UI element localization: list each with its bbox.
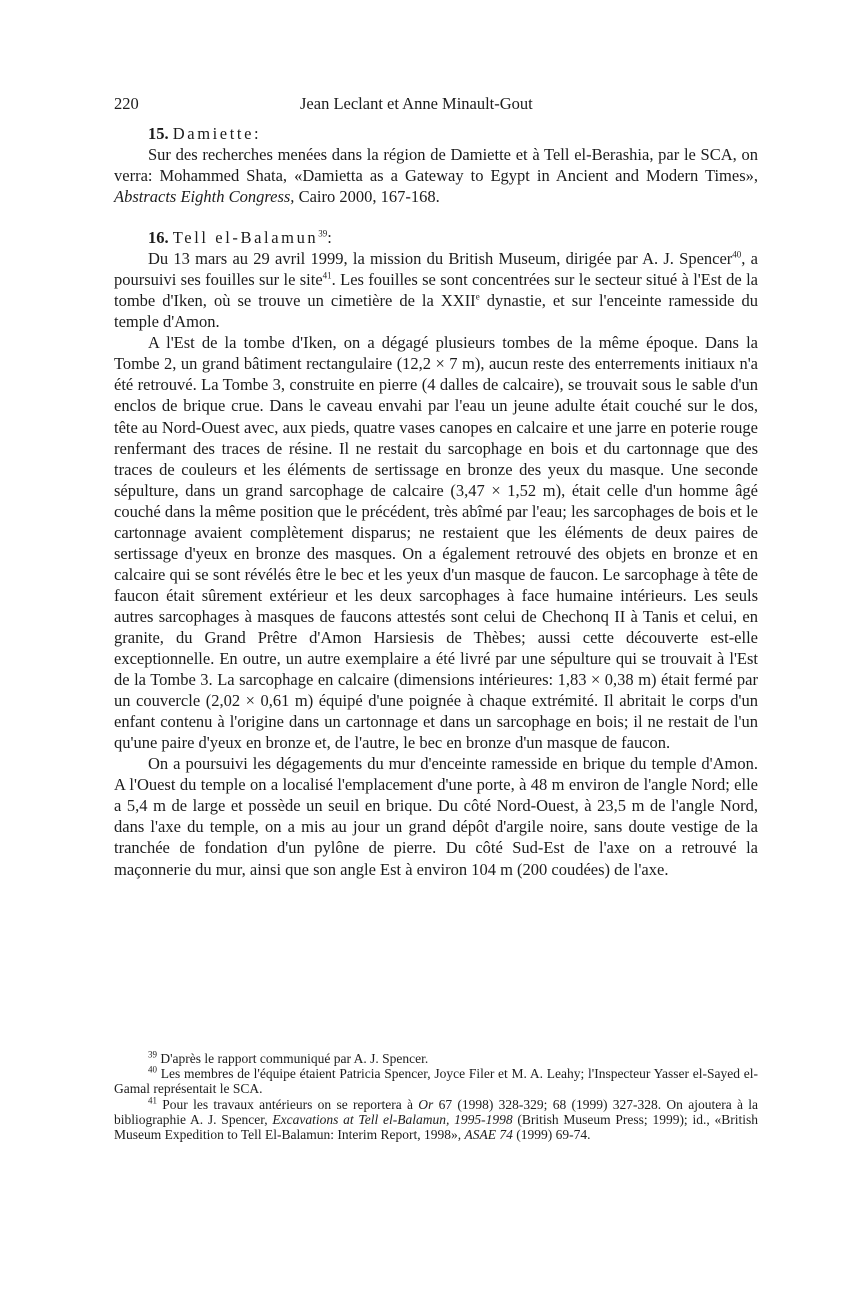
text-run: , a poursuivi ses fouilles sur le site (114, 249, 758, 290)
footnote-ref: 40 (732, 249, 742, 260)
italic-text: Or (418, 1096, 434, 1112)
footnote-text: 67 (1998) 328-329; 68 (1999) 327-328. On ajoutera à la bibliographie A. J. Spencer, (114, 1096, 759, 1127)
italic-text: Excavations at Tell el-Balamun, 1995-1998 (272, 1111, 513, 1127)
paragraph (114, 248, 758, 332)
text-run: Cairo 2000, 167-168. (294, 187, 440, 207)
footnote-text: D'après le rapport communiqué par A. J. Spencer. (157, 1051, 429, 1066)
footnote-40 (114, 1066, 758, 1096)
section-heading-damiette (114, 124, 758, 144)
section-title: Damiette: (172, 124, 262, 143)
footnote-number: 40 (148, 1064, 157, 1075)
superscript: e (475, 291, 480, 302)
italic-text: ASAE 74 (464, 1127, 513, 1143)
footnote-number: 39 (148, 1049, 157, 1060)
section-damiette (114, 124, 758, 207)
italic-text: Abstracts Eighth Congress, (114, 187, 295, 207)
text-run: . Les fouilles se sont concentrées sur le secteur situé à l'Est de la tombe d'Iken, où se trouve un cimetière de la XXII (114, 270, 758, 311)
page-number: 220 (114, 94, 139, 113)
footnote-ref: 39 (318, 228, 328, 239)
footnote-text: (1999) 69-74. (512, 1127, 591, 1143)
page-body (114, 86, 758, 880)
section-number: 16. (148, 228, 169, 248)
footnotes (114, 1051, 758, 1142)
paragraph: On a poursuivi les dégagements du mur d'enceinte ramesside en brique du temple d'Amon. A l'Ouest du temple on a localisé l'emplacement d'une porte, à 48 m environ de l'angle Nord; elle a 5,4 m de large et possède un seuil en brique. Du côté Nord-Ouest, à 23,5 m de l'angle Nord, dans l'axe du temple, on a mis au jour un grand dépôt d'argile noire, sans doute vestige de la tranchée de fondation d'un pylône de pierre. Du côté Sud-Est de l'axe on a retrouvé la maçonnerie du mur, ainsi que son angle Est à environ 104 m (200 coudées) de l'axe. (114, 754, 758, 879)
text-run: dynastie, et sur l'enceinte ramesside du temple d'Amon. (114, 291, 758, 332)
text-run: Du 13 mars au 29 avril 1999, la mission du British Museum, dirigée par A. J. Spencer (148, 249, 733, 269)
footnote-39 (114, 1051, 758, 1066)
section-title: Tell el-Balamun (172, 228, 319, 248)
footnote-text: Les membres de l'équipe étaient Patricia Spencer, Joyce Filer et M. A. Leahy; l'Inspecteur Yasser el-Sayed el-Gamal représentait le SCA. (114, 1066, 758, 1097)
footnote-text: Pour les travaux antérieurs on se reportera à (157, 1096, 419, 1112)
footnote-text: (British Museum Press; 1999); id., «British Museum Expedition to Tell El-Balamun: Interim Report, 1998», (114, 1111, 758, 1143)
footnote-41 (114, 1097, 758, 1143)
footnote-number: 41 (148, 1095, 157, 1106)
section-heading-balamun (114, 228, 758, 248)
colon: : (327, 228, 332, 248)
footnote-ref: 41 (322, 270, 332, 281)
paragraph (114, 144, 758, 207)
page-header (114, 86, 758, 116)
section-number: 15. (148, 124, 169, 143)
text-run: Sur des recherches menées dans la région de Damiette et à Tell el-Berashia, par le SCA, on verra: Mohammed Shata, «Damietta as a Gateway to Egypt in Ancient and Modern Times», (114, 145, 758, 186)
section-tell-el-balamun (114, 228, 758, 879)
running-title: Jean Leclant et Anne Minault-Gout (300, 94, 533, 113)
paragraph: A l'Est de la tombe d'Iken, on a dégagé plusieurs tombes de la même époque. Dans la Tombe 2, un grand bâtiment rectangulaire (12,2 × 7 m), aucun reste des enterrements initiaux n'a été retrouvé. La Tombe 3, construite en pierre (4 dalles de calcaire), se trouvait sous le sable d'un enclos de brique crue. Dans le caveau envahi par l'eau un jeune adulte était couché sur le dos, tête au Nord-Ouest avec, aux pieds, quatre vases canopes en calcaire et une jarre en poterie rouge renfermant des traces de résine. Il ne restait du sarcophage en bois et du cartonnage que des traces de couleurs et les éléments de sertissage en bronze des yeux du masque. Une seconde sépulture, dans un grand sarcophage de calcaire (3,47 × 1,52 m), était celle d'un homme âgé couché dans la même position que le précédent, très abîmé par l'eau; les sarcophages de bois et le cartonnage avaient complètement disparus; ne restaient que les éléments de deux paires de sertissage d'yeux en bronze des masques. On a également retrouvé des objets en bronze et en calcaire qui se sont révélés être le bec et les yeux d'un masque de faucon. Le sarcophage à tête de faucon était sûrement extérieur et les deux sarcophages à face humaine intérieurs. Les seuls autres sarcophages à masques de faucons attestés sont celui de Chechonq II à Tanis et celui, en granite, du Grand Prêtre d'Amon Harsiesis de Thèbes; aussi cette découverte est-elle exceptionnelle. En outre, un autre exemplaire a été livré par une sépulture qui se trouvait à l'Est de la Tombe 3. La sarcophage en calcaire (dimensions intérieures: 1,83 × 0,38 m) était fermé par un couvercle (2,02 × 0,61 m) équipé d'une poignée à chaque extrémité. Il abritait le corps d'un enfant contenu à l'origine dans un cartonnage et dans un sarcophage en bois; il ne restait de l'un qu'une paire d'yeux en bronze et, de l'autre, le bec en bronze d'un masque de faucon. (114, 333, 758, 753)
